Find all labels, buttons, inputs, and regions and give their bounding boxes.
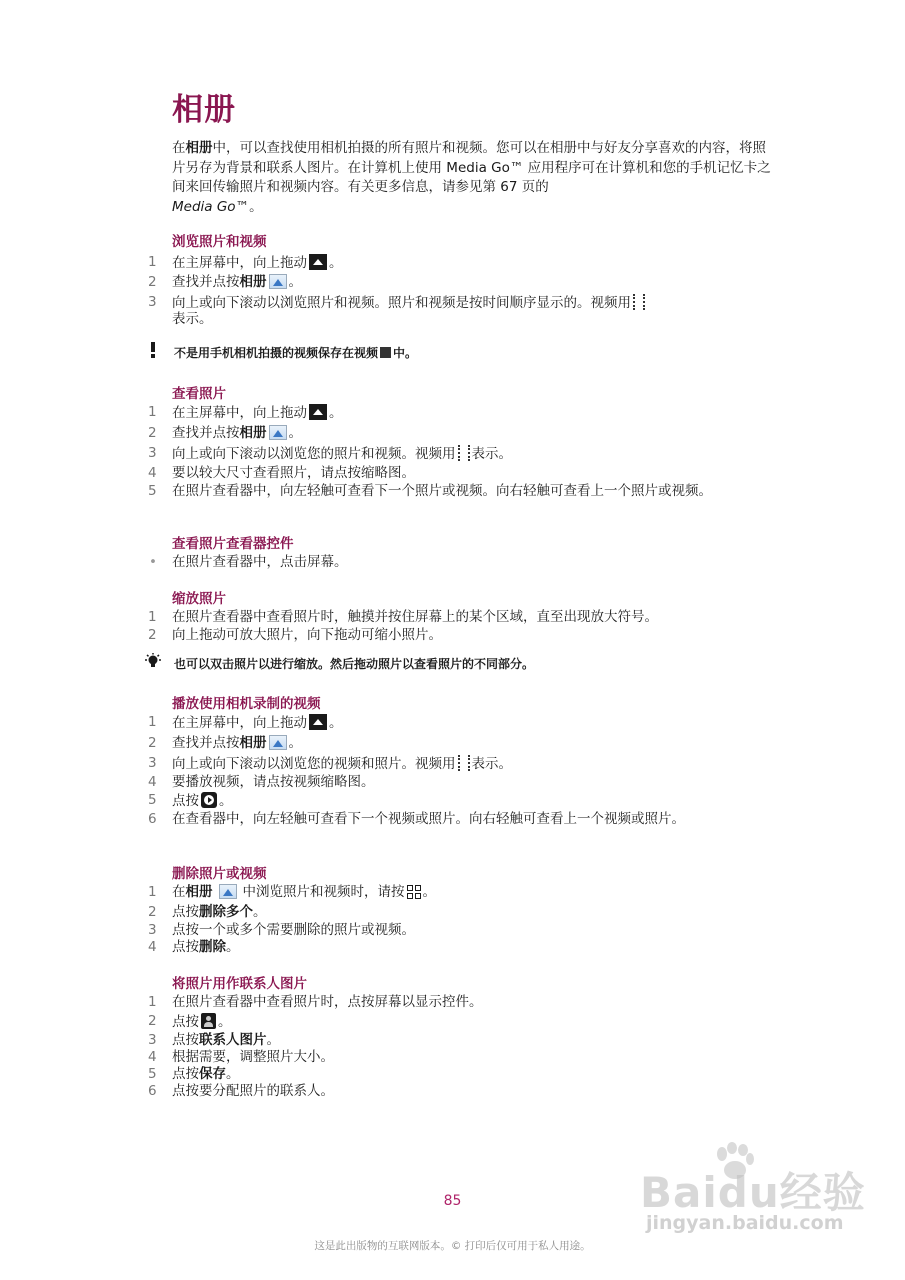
intro-text-2: 中，可以查找使用相机拍摄的所有照片和视频。您可以在相册中与好友分享喜欢的内容，将照片另存为背景和联系人图片。在计算机上使用 Media Go™ 应用程序可在计算机和您的手机记忆卡之间来回传输照片和视频内容。有关更多信息，请参见第 67 页的 xyxy=(172,140,771,195)
step-number: 5 xyxy=(148,792,157,808)
video-film-icon xyxy=(458,755,470,771)
section-title-delete: 删除照片或视频 xyxy=(172,866,267,882)
watermark-logo: Baidu经验 xyxy=(640,1168,866,1217)
album-icon xyxy=(269,425,287,440)
step-number: 1 xyxy=(148,254,157,270)
step-text: 要以较大尺寸查看照片，请点按缩略图。 xyxy=(172,465,415,481)
section-title-play: 播放使用相机录制的视频 xyxy=(172,696,321,712)
step-number: 3 xyxy=(148,294,157,310)
step-text: 查找并点按相册 。 xyxy=(172,425,302,441)
step-text: 在照片查看器中查看照片时，触摸并按住屏幕上的某个区域，直至出现放大符号。 xyxy=(172,609,658,625)
section-title-view: 查看照片 xyxy=(172,386,226,402)
step-text: 在主屏幕中，向上拖动 。 xyxy=(172,255,343,271)
step-text: 点按 。 xyxy=(172,1014,232,1030)
contact-picture-icon xyxy=(201,1013,216,1029)
step-text: 向上或向下滚动以浏览照片和视频。照片和视频是按时间顺序显示的。视频用 表示。 xyxy=(172,294,732,327)
step-number: 5 xyxy=(148,1066,157,1082)
step-number: 6 xyxy=(148,1083,157,1099)
baidu-watermark xyxy=(640,1142,870,1242)
step-text: 点按联系人图片。 xyxy=(172,1032,280,1048)
album-icon xyxy=(269,274,287,289)
step-text: 在主屏幕中，向上拖动 。 xyxy=(172,405,343,421)
step-number: 2 xyxy=(148,904,157,920)
step-number: 4 xyxy=(148,774,157,790)
step-text: 向上或向下滚动以浏览您的照片和视频。视频用 表示。 xyxy=(172,446,512,462)
step-number: 2 xyxy=(148,274,157,290)
video-icon xyxy=(380,347,391,358)
step-number: 1 xyxy=(148,994,157,1010)
step-number: 1 xyxy=(148,884,157,900)
step-number: 4 xyxy=(148,465,157,481)
step-number: 3 xyxy=(148,922,157,938)
section-title-browse: 浏览照片和视频 xyxy=(172,234,267,250)
album-icon xyxy=(269,735,287,750)
up-arrow-icon xyxy=(309,254,327,270)
step-text: 在照片查看器中查看照片时，点按屏幕以显示控件。 xyxy=(172,994,483,1010)
step-number: 2 xyxy=(148,627,157,643)
video-film-icon xyxy=(633,294,645,310)
step-number: 3 xyxy=(148,445,157,461)
step-number: 3 xyxy=(148,755,157,771)
step-number: 4 xyxy=(148,939,157,955)
step-number: 1 xyxy=(148,714,157,730)
intro-bold-album: 相册 xyxy=(185,140,213,156)
step-text: 点按要分配照片的联系人。 xyxy=(172,1083,334,1099)
step-number: 3 xyxy=(148,1032,157,1048)
step-text: 根据需要，调整照片大小。 xyxy=(172,1049,334,1065)
note-text: 不是用手机相机拍摄的视频保存在视频 中。 xyxy=(174,346,418,360)
section-title-contact: 将照片用作联系人图片 xyxy=(172,976,307,992)
video-film-icon xyxy=(458,445,470,461)
step-text: 点按一个或多个需要删除的照片或视频。 xyxy=(172,922,415,938)
step-number: 6 xyxy=(148,811,157,827)
step-number: 4 xyxy=(148,1049,157,1065)
step-text: 在相册 中浏览照片和视频时，请按 。 xyxy=(172,884,436,900)
up-arrow-icon xyxy=(309,404,327,420)
step-number: 2 xyxy=(148,735,157,751)
step-text: 点按保存。 xyxy=(172,1066,240,1082)
tip-text: 也可以双击照片以进行缩放。然后拖动照片以查看照片的不同部分。 xyxy=(174,657,535,671)
footer-note: 这是此出版物的互联网版本。© 打印后仅可用于私人用途。 xyxy=(314,1240,591,1252)
section-title-zoom: 缩放照片 xyxy=(172,591,226,607)
play-icon xyxy=(201,792,217,808)
step-number: 1 xyxy=(148,609,157,625)
album-icon xyxy=(219,884,237,899)
step-number: 2 xyxy=(148,425,157,441)
step-text: 在查看器中，向左轻触可查看下一个视频或照片。向右轻触可查看上一个视频或照片。 xyxy=(172,811,685,827)
watermark-url: jingyan.baidu.com xyxy=(646,1212,844,1234)
intro-text-3: 。 xyxy=(249,198,263,215)
page-number: 85 xyxy=(443,1193,462,1209)
page-title: 相册 xyxy=(172,92,236,128)
step-number: 5 xyxy=(148,483,157,499)
up-arrow-icon xyxy=(309,714,327,730)
step-text: 点按 。 xyxy=(172,793,233,809)
intro-paragraph xyxy=(172,139,772,217)
intro-italic-mediago: Media Go™ xyxy=(172,198,250,215)
step-text: 查找并点按相册 。 xyxy=(172,274,302,290)
step-text: 向上或向下滚动以浏览您的视频和照片。视频用 表示。 xyxy=(172,756,512,772)
step-text: 在主屏幕中，向上拖动 。 xyxy=(172,715,343,731)
step-text: 要播放视频，请点按视频缩略图。 xyxy=(172,774,375,790)
tip-lightbulb-icon xyxy=(144,653,162,669)
step-number: 1 xyxy=(148,404,157,420)
bullet: • xyxy=(149,554,157,570)
menu-icon xyxy=(407,885,421,899)
step-text: 向上拖动可放大照片，向下拖动可缩小照片。 xyxy=(172,627,442,643)
step-number: 2 xyxy=(148,1013,157,1029)
step-text: 点按删除多个。 xyxy=(172,904,267,920)
section-title-controls: 查看照片查看器控件 xyxy=(172,536,294,552)
warning-icon xyxy=(146,342,160,358)
intro-text-1: 在 xyxy=(172,140,186,156)
step-text: 查找并点按相册 。 xyxy=(172,735,302,751)
step-text: 点按删除。 xyxy=(172,939,240,955)
step-text: 在照片查看器中，点击屏幕。 xyxy=(172,554,348,570)
step-text: 在照片查看器中，向左轻触可查看下一个照片或视频。向右轻触可查看上一个照片或视频。 xyxy=(172,483,712,499)
